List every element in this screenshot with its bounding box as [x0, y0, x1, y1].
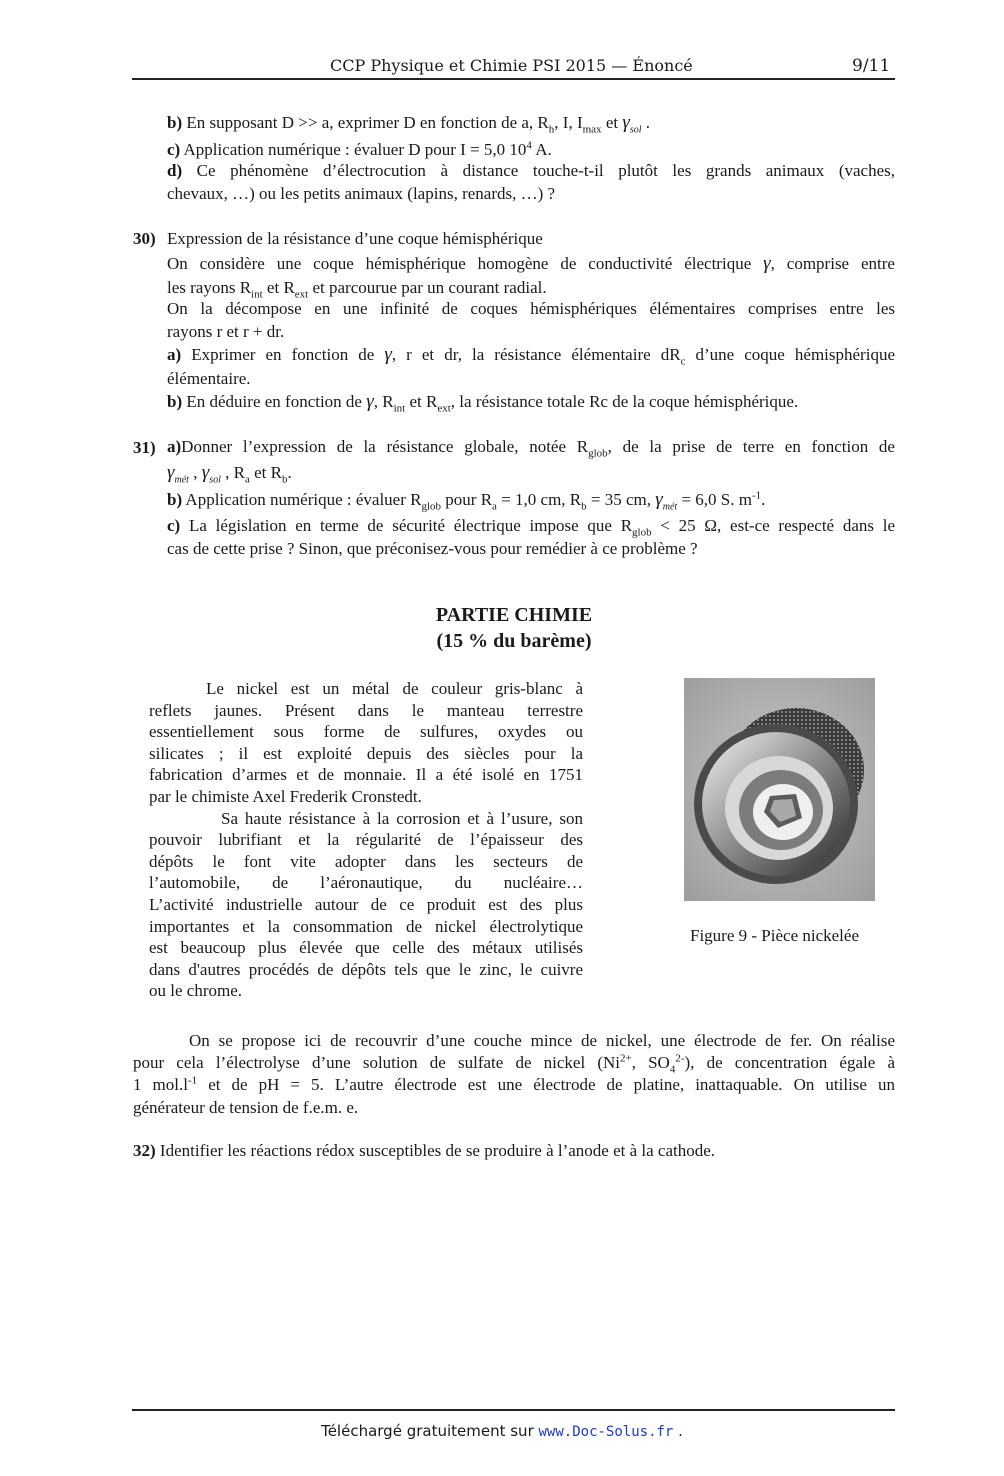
intro-line: ou le chrome. [149, 981, 242, 1001]
para-line1: On se propose ici de recouvrir d’une couche mince de nickel, une électrode de fer. On réalise [189, 1031, 895, 1050]
section-title: PARTIE CHIMIE [435, 604, 593, 626]
header-title: CCP Physique et Chimie PSI 2015 — Énoncé [330, 56, 693, 75]
q30-line1: On considère une coque hémisphérique homogène de conductivité électrique γ, comprise entre [167, 253, 895, 274]
intro-line: reflets jaunes. Présent dans le manteau terrestre [149, 700, 583, 720]
q30-number: 30) [133, 229, 156, 248]
section-subtitle: (15 % du barème) [436, 630, 592, 652]
intro-line: est beaucoup plus élevée que celle des métaux utilisés [149, 938, 583, 958]
q29-c: c) Application numérique : évaluer D pour I = 5,0 $10^4$ A. [167, 139, 552, 159]
q31-c-cont: cas de cette prise ? Sinon, que préconisez-vous pour remédier à ce problème ? [167, 539, 698, 558]
intro-line: Sa haute résistance à la corrosion et à l’usure, son [221, 808, 583, 828]
para-line3: 1 $mol.l^{-1}$ et de pH = 5. L’autre électrode est une électrode de platine, inattaquable. On utilise un [133, 1074, 895, 1094]
intro-line: importantes et la consommation de nickel électrolytique [149, 916, 583, 936]
q32: 32) Identifier les réactions rédox susceptibles de se produire à l’anode et à la cathode. [133, 1141, 716, 1160]
nickel-part-photo [684, 678, 875, 901]
intro-line: pouvoir lubrifiant et la régularité de l’épaisseur des [149, 830, 583, 850]
q30-line3: On la décompose en une infinité de coques hémisphériques élémentaires comprises entre les [167, 299, 895, 318]
intro-line: l’automobile, de l’aéronautique, du nucléaire… [149, 873, 583, 893]
intro-line: silicates ; il est exploité depuis des siècles pour la [149, 743, 583, 763]
intro-line: fabrication d’armes et de monnaie. Il a été isolé en 1751 [149, 765, 583, 785]
intro-line: Le nickel est un métal de couleur gris-blanc à [206, 679, 583, 698]
para-line2: pour cela l’électrolyse d’une solution de sulfate de nickel ($Ni^{2+}$, $SO_4^{2-}$), de concentration égale à [133, 1052, 895, 1076]
q31-b: b) Application numérique : évaluer $R_{glob}$ pour $R_a = 1,0$ cm, $R_b = 35$ cm, $\gamma_{mét} = 6,0$ S. $m^{-1}$. [167, 489, 766, 513]
page-number: 9/11 [852, 56, 891, 76]
q30-title: Expression de la résistance d’une coque hémisphérique [167, 229, 543, 248]
intro-line: dépôts le font vite adopter dans les secteurs de [149, 851, 583, 871]
q31-c: c) La législation en terme de sécurité électrique impose que $R_{glob} < 25$ Ω, est-ce respecté dans le [167, 516, 895, 539]
q31-number: 31) [133, 438, 156, 457]
footer-rule [132, 1409, 895, 1411]
q30-line4: rayons r et r + dr. [167, 322, 285, 341]
intro-line: essentiellement sous forme de sulfures, oxydes ou [149, 722, 583, 742]
doc-solus-link[interactable]: www.Doc-Solus.fr [538, 1424, 674, 1440]
footer: Téléchargé gratuitement sur www.Doc-Solus.fr . [321, 1422, 683, 1440]
intro-line: dans d'autres procédés de dépôts tels que le zinc, le cuivre [149, 959, 583, 979]
q30-b: b) En déduire en fonction de γ, $R_{int}$ et $R_{ext}$, la résistance totale Rc de la coque hémisphérique. [167, 391, 799, 415]
intro-text [149, 678, 583, 1002]
q31-a-cont: $\gamma_{mét}$ , $\gamma_{sol}$ , $R_a$ et $R_b$. [167, 462, 292, 486]
intro-line: L’activité industrielle autour de ce produit est des plus [149, 894, 583, 914]
intro-line: par le chimiste Axel Frederik Cronstedt. [149, 786, 422, 806]
figure-caption: Figure 9 - Pièce nickelée [690, 926, 859, 945]
q30-line2: les rayons $R_{int}$ et $R_{ext}$ et parcourue par un courant radial. [167, 278, 547, 301]
header-rule [132, 78, 895, 80]
q30-a: a) Exprimer en fonction de γ, r et dr, la résistance élémentaire $dR_c$ d’une coque hémisphérique [167, 344, 895, 368]
para-line4: générateur de tension de f.e.m. e. [133, 1098, 359, 1117]
q29-d: d) Ce phénomène d’électrocution à distance touche-t-il plutôt les grands animaux (vaches, [167, 161, 895, 180]
q29-b: b) En supposant D >> a, exprimer D en fonction de a, $R_h$, I, $I_{max}$ et $\gamma_{sol}$ . [167, 112, 651, 136]
q30-a-cont: élémentaire. [167, 369, 251, 388]
q29-d-cont: chevaux, …) ou les petits animaux (lapins, renards, …) ? [167, 184, 556, 203]
q31-a: a)Donner l’expression de la résistance globale, notée $R_{glob}$, de la prise de terre en fonction de [167, 437, 895, 460]
